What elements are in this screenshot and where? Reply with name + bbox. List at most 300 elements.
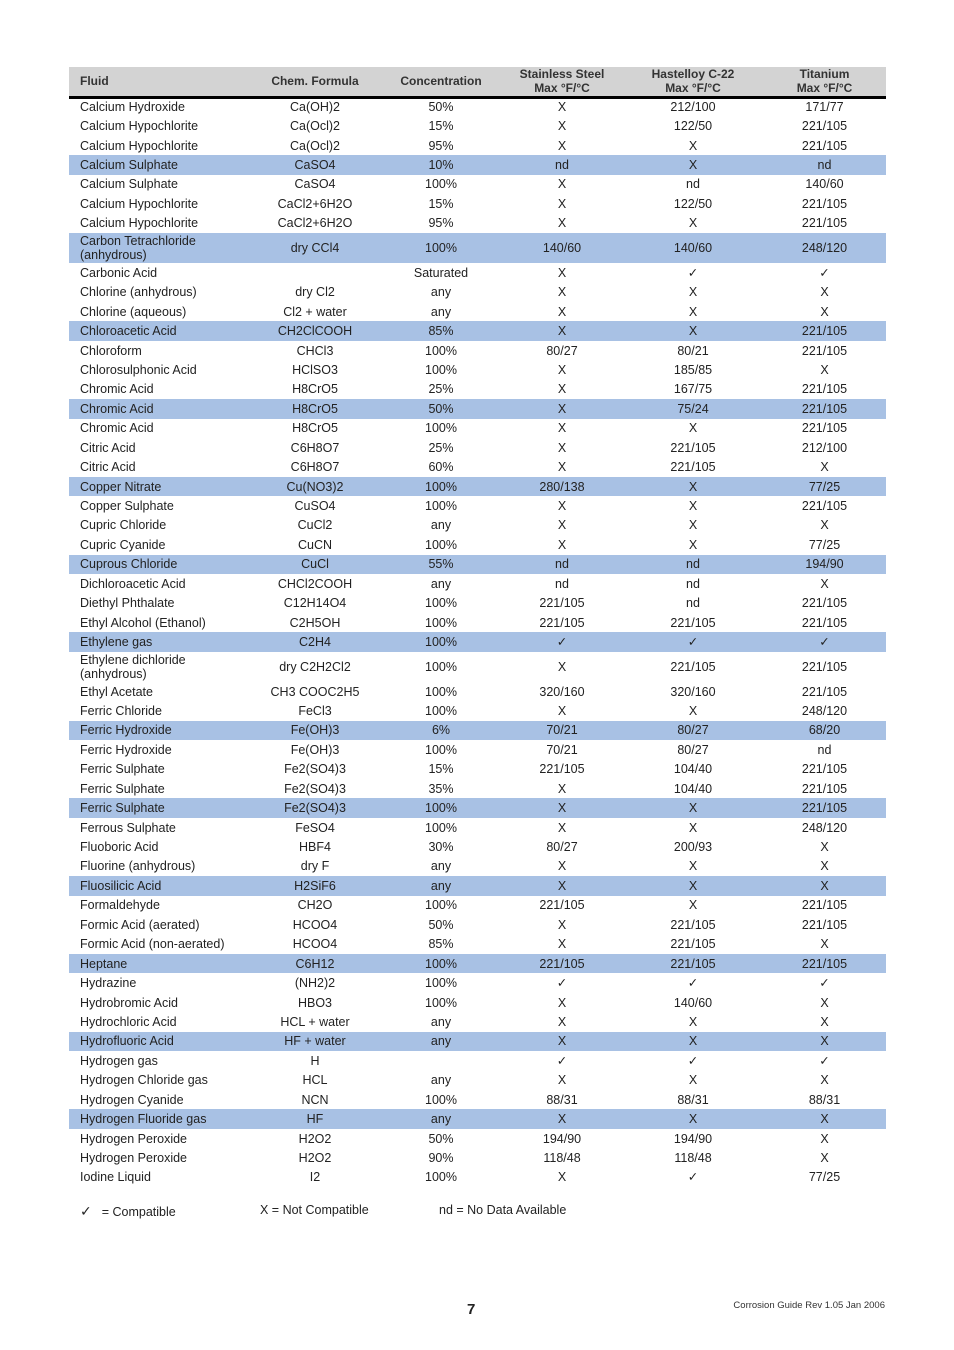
stainless-steel-cell: 194/90	[542, 1131, 582, 1146]
table-row	[69, 993, 886, 1012]
fluid-cell: Formic Acid (non-aerated)	[80, 937, 225, 952]
stainless-steel-cell: X	[557, 1112, 567, 1127]
stainless-steel-cell: nd	[555, 158, 569, 173]
titanium-cell: 221/105	[801, 382, 848, 397]
header-unit: Max °F/°C	[665, 81, 721, 96]
stainless-steel-cell: X	[557, 537, 567, 552]
concentration-cell: 15%	[428, 762, 454, 777]
titanium-cell: X	[820, 576, 829, 591]
fluid-cell: Chromic Acid	[80, 401, 154, 416]
hastelloy-cell: 221/105	[670, 615, 716, 630]
concentration-cell: 100%	[425, 343, 457, 358]
stainless-steel-cell: X	[557, 216, 567, 231]
titanium-cell: 221/105	[801, 119, 848, 134]
legend-not-compatible: X = Not Compatible	[260, 1203, 369, 1217]
stainless-steel-cell: X	[557, 382, 567, 397]
fluid-cell: Formaldehyde	[80, 898, 160, 913]
concentration-cell: any	[430, 576, 452, 591]
hastelloy-cell: X	[688, 703, 698, 718]
stainless-steel-cell: 221/105	[539, 615, 585, 630]
fluid-cell: Chlorosulphonic Acid	[80, 362, 197, 377]
stainless-steel-cell: X	[557, 859, 567, 874]
table-row	[69, 682, 886, 701]
stainless-steel-cell: 221/105	[539, 898, 585, 913]
formula-cell: CaCl2+6H2O	[277, 196, 353, 211]
hastelloy-cell: 320/160	[670, 684, 716, 699]
fluid-cell: Chromic Acid	[80, 382, 154, 397]
table-row	[69, 283, 886, 302]
titanium-cell: X	[820, 460, 829, 475]
page-number: 7	[467, 1301, 476, 1318]
fluid-cell: Calcium Hydroxide	[80, 100, 185, 115]
header-label: Concentration	[400, 74, 482, 89]
header-hastelloy	[623, 67, 763, 97]
formula-cell: I2	[309, 1170, 321, 1185]
concentration-cell: 100%	[425, 659, 457, 674]
fluid-cell: Calcium Hypochlorite	[80, 216, 199, 231]
fluid-cell: Ferric Sulphate	[80, 762, 165, 777]
titanium-cell: 77/25	[808, 479, 841, 494]
stainless-steel-cell: X	[557, 1073, 567, 1088]
titanium-cell: X	[820, 840, 829, 855]
header-unit: Max °F/°C	[796, 81, 853, 96]
titanium-cell: 221/105	[801, 659, 848, 674]
titanium-cell: 221/105	[801, 898, 848, 913]
stainless-steel-cell: X	[557, 460, 567, 475]
table-row	[69, 1148, 886, 1167]
table-row	[69, 1032, 886, 1051]
table-row	[69, 973, 886, 992]
table-row	[69, 360, 886, 379]
formula-cell: HCL	[302, 1073, 328, 1088]
titanium-cell: 221/105	[801, 421, 848, 436]
hastelloy-cell: X	[688, 421, 698, 436]
formula-cell: dry Cl2	[295, 285, 335, 300]
titanium-cell: 221/105	[801, 324, 848, 339]
formula-cell: HClSO3	[292, 362, 338, 377]
formula-cell: CaCl2+6H2O	[277, 216, 353, 231]
table-row	[69, 302, 886, 321]
hastelloy-cell: nd	[686, 576, 700, 591]
fluid-cell: Dichloroacetic Acid	[80, 576, 186, 591]
hastelloy-cell: 122/50	[673, 196, 713, 211]
fluid-cell: Formic Acid (aerated)	[80, 917, 200, 932]
hastelloy-cell: 104/40	[673, 781, 713, 796]
hastelloy-cell: X	[688, 1034, 698, 1049]
table-row	[69, 516, 886, 535]
table-row	[69, 613, 886, 632]
concentration-cell: 50%	[428, 1131, 454, 1146]
concentration-cell: 6%	[431, 723, 451, 738]
titanium-cell: 221/105	[801, 596, 848, 611]
titanium-cell: 248/120	[801, 241, 848, 256]
formula-cell: H8CrO5	[292, 401, 338, 416]
table-row	[69, 535, 886, 554]
concentration-cell: 100%	[425, 1092, 457, 1107]
table-row	[69, 457, 886, 476]
table-row	[69, 263, 886, 282]
hastelloy-cell: nd	[686, 557, 700, 572]
concentration-cell: 100%	[425, 615, 457, 630]
titanium-cell: nd	[817, 158, 832, 173]
stainless-steel-cell: X	[557, 820, 567, 835]
stainless-steel-cell: 70/21	[546, 742, 578, 757]
formula-cell: C2H4	[299, 635, 331, 650]
titanium-cell: X	[820, 937, 829, 952]
concentration-cell: 50%	[428, 917, 454, 932]
titanium-cell: 171/77	[805, 100, 844, 115]
stainless-steel-cell: 80/27	[546, 840, 578, 855]
fluid-cell: Ferrous Sulphate	[80, 820, 176, 835]
hastelloy-cell: X	[688, 518, 698, 533]
hastelloy-cell: 185/85	[673, 362, 713, 377]
formula-cell: HCOO4	[292, 937, 338, 952]
concentration-cell: 25%	[428, 382, 454, 397]
table-row	[69, 214, 886, 233]
concentration-cell: 100%	[425, 976, 457, 991]
hastelloy-cell: nd	[686, 177, 700, 192]
formula-cell: CH3 COOC2H5	[270, 684, 360, 699]
fluid-cell: Copper Nitrate	[80, 479, 162, 494]
table-row	[69, 194, 886, 213]
table-row	[69, 97, 886, 116]
concentration-cell: 85%	[428, 937, 454, 952]
table-row	[69, 155, 886, 174]
fluid-cell: Citric Acid	[80, 460, 136, 475]
stainless-steel-cell: nd	[555, 557, 569, 572]
stainless-steel-cell: X	[557, 265, 567, 280]
hastelloy-cell: 80/27	[677, 742, 709, 757]
concentration-cell: 100%	[425, 801, 457, 816]
formula-cell: HF	[306, 1112, 324, 1127]
hastelloy-cell: X	[688, 304, 698, 319]
hastelloy-cell: ✓	[687, 1170, 699, 1185]
hastelloy-cell: X	[688, 878, 698, 893]
concentration-cell: 95%	[428, 216, 454, 231]
fluid-cell: Calcium Hypochlorite	[80, 119, 199, 134]
formula-cell: H8CrO5	[292, 421, 338, 436]
titanium-cell: 77/25	[808, 1170, 841, 1185]
stainless-steel-cell: X	[557, 781, 567, 796]
titanium-cell: 221/105	[801, 801, 848, 816]
formula-cell: HBF4	[299, 840, 331, 855]
fluid-cell: Hydrogen Peroxide	[80, 1131, 188, 1146]
fluid-cell: Cuprous Chloride	[80, 557, 178, 572]
fluid-cell: Fluosilicic Acid	[80, 878, 162, 893]
titanium-cell: ✓	[819, 1053, 830, 1068]
fluid-cell: Hydrogen Chloride gas	[80, 1073, 208, 1088]
formula-cell: HCOO4	[292, 917, 338, 932]
titanium-cell: 221/105	[801, 499, 848, 514]
stainless-steel-cell: ✓	[556, 1053, 568, 1068]
stainless-steel-cell: ✓	[556, 635, 568, 650]
titanium-cell: ✓	[819, 976, 830, 991]
fluid-cell: Fluoboric Acid	[80, 840, 159, 855]
table-row	[69, 837, 886, 856]
titanium-cell: 221/105	[801, 401, 848, 416]
legend-compatible-label: = Compatible	[101, 1205, 176, 1219]
formula-cell: C6H8O7	[290, 440, 340, 455]
formula-cell: H2O2	[298, 1131, 332, 1146]
stainless-steel-cell: X	[557, 285, 567, 300]
stainless-steel-cell: 140/60	[542, 241, 582, 256]
formula-cell: CuCl2	[297, 518, 333, 533]
table-row	[69, 175, 886, 194]
fluid-cell: Ferric Sulphate	[80, 781, 165, 796]
concentration-cell: 100%	[425, 362, 457, 377]
header-label: Chem. Formula	[271, 74, 359, 89]
hastelloy-cell: X	[688, 1112, 698, 1127]
table-row	[69, 136, 886, 155]
stainless-steel-cell: X	[557, 1034, 567, 1049]
hastelloy-cell: 104/40	[673, 762, 713, 777]
fluid-cell: Chlorine (anhydrous)	[80, 285, 197, 300]
stainless-steel-cell: 221/105	[539, 596, 585, 611]
fluid-cell: Calcium Sulphate	[80, 177, 178, 192]
hastelloy-cell: 75/24	[677, 401, 709, 416]
stainless-steel-cell: 70/21	[546, 723, 578, 738]
stainless-steel-cell: nd	[555, 576, 569, 591]
table-row	[69, 798, 886, 817]
formula-cell: Ca(OH)2	[289, 100, 340, 115]
concentration-cell: 100%	[425, 499, 457, 514]
hastelloy-cell: X	[688, 158, 698, 173]
hastelloy-cell: X	[688, 801, 698, 816]
table-row	[69, 632, 886, 651]
titanium-cell: 77/25	[808, 537, 841, 552]
stainless-steel-cell: 320/160	[539, 684, 585, 699]
formula-cell: Ca(Ocl)2	[289, 138, 340, 153]
titanium-cell: 221/105	[801, 615, 848, 630]
concentration-cell: 25%	[428, 440, 454, 455]
stainless-steel-cell: X	[557, 362, 567, 377]
table-row	[69, 896, 886, 915]
concentration-cell: 30%	[428, 840, 454, 855]
table-row	[69, 438, 886, 457]
hastelloy-cell: X	[688, 285, 698, 300]
formula-cell: FeSO4	[295, 820, 335, 835]
stainless-steel-cell: X	[557, 937, 567, 952]
titanium-cell: X	[820, 1131, 829, 1146]
hastelloy-cell: 140/60	[673, 241, 713, 256]
header-unit: Max °F/°C	[534, 81, 590, 96]
stainless-steel-cell: X	[557, 518, 567, 533]
concentration-cell: 90%	[428, 1151, 454, 1166]
formula-cell: Fe2(SO4)3	[284, 781, 346, 796]
table-row	[69, 701, 886, 720]
hastelloy-cell: X	[688, 499, 698, 514]
legend-no-data: nd = No Data Available	[439, 1203, 567, 1217]
titanium-cell: X	[820, 995, 829, 1010]
table-row	[69, 116, 886, 135]
titanium-cell: X	[820, 1034, 829, 1049]
check-icon: ✓	[80, 1203, 92, 1219]
concentration-cell: any	[430, 878, 452, 893]
formula-cell: CuCN	[297, 537, 333, 552]
formula-cell: dry C2H2Cl2	[279, 659, 351, 674]
hastelloy-cell: 221/105	[670, 460, 716, 475]
formula-cell: CH2ClCOOH	[277, 324, 353, 339]
hastelloy-cell: X	[688, 1073, 698, 1088]
formula-cell: C2H5OH	[289, 615, 341, 630]
hastelloy-cell: X	[688, 898, 698, 913]
titanium-cell: X	[820, 1112, 829, 1127]
hastelloy-cell: ✓	[687, 1053, 699, 1068]
concentration-cell: any	[430, 1034, 452, 1049]
fluid-cell: Hydrazine	[80, 976, 137, 991]
fluid-cell: Hydrogen Fluoride gas	[80, 1112, 207, 1127]
formula-cell: FeCl3	[298, 703, 332, 718]
stainless-steel-cell: 221/105	[539, 762, 585, 777]
formula-cell: H2O2	[298, 1151, 332, 1166]
hastelloy-cell: X	[688, 859, 698, 874]
formula-cell: HCL + water	[280, 1014, 350, 1029]
hastelloy-cell: X	[688, 820, 698, 835]
table-row	[69, 740, 886, 759]
formula-cell: CaSO4	[294, 158, 336, 173]
stainless-steel-cell: X	[557, 138, 567, 153]
fluid-cell: Carbon Tetrachloride (anhydrous)	[80, 234, 196, 263]
fluid-cell: Hydrogen Cyanide	[80, 1092, 184, 1107]
titanium-cell: X	[820, 285, 829, 300]
titanium-cell: 194/90	[805, 557, 844, 572]
formula-cell: Fe2(SO4)3	[284, 762, 346, 777]
hastelloy-cell: nd	[686, 596, 700, 611]
hastelloy-cell: 80/27	[677, 723, 709, 738]
hastelloy-cell: ✓	[687, 265, 699, 280]
stainless-steel-cell: X	[557, 917, 567, 932]
formula-cell: H2SiF6	[294, 878, 336, 893]
titanium-cell: 68/20	[808, 723, 841, 738]
titanium-cell: 221/105	[801, 781, 848, 796]
formula-cell	[249, 263, 381, 282]
table-row	[69, 857, 886, 876]
concentration-cell: any	[430, 1014, 452, 1029]
fluid-cell: Chloroform	[80, 343, 142, 358]
fluid-cell: Fluorine (anhydrous)	[80, 859, 196, 874]
formula-cell: C6H8O7	[290, 460, 340, 475]
fluid-cell: Copper Sulphate	[80, 499, 174, 514]
formula-cell: CHCl3	[296, 343, 334, 358]
header-titanium	[763, 67, 886, 97]
hastelloy-cell: X	[688, 537, 698, 552]
stainless-steel-cell: ✓	[556, 976, 568, 991]
hastelloy-cell: ✓	[687, 976, 699, 991]
titanium-cell: X	[820, 878, 829, 893]
table-row	[69, 721, 886, 740]
hastelloy-cell: 122/50	[673, 119, 713, 134]
titanium-cell: 221/105	[801, 196, 848, 211]
titanium-cell: 221/105	[801, 684, 848, 699]
stainless-steel-cell: 221/105	[539, 956, 585, 971]
hastelloy-cell: 221/105	[670, 917, 716, 932]
titanium-cell: X	[820, 518, 829, 533]
formula-cell: Fe(OH)3	[290, 723, 340, 738]
fluid-cell: Citric Acid	[80, 440, 136, 455]
formula-cell: HBO3	[297, 995, 333, 1010]
fluid-cell: Hydrobromic Acid	[80, 995, 178, 1010]
hastelloy-cell: 118/48	[674, 1151, 712, 1166]
revision-note: Corrosion Guide Rev 1.05 Jan 2006	[733, 1300, 885, 1311]
concentration-cell: 100%	[425, 421, 457, 436]
formula-cell: Cu(NO3)2	[286, 479, 344, 494]
concentration-cell: 100%	[425, 684, 457, 699]
concentration-cell: 100%	[425, 537, 457, 552]
concentration-cell: 100%	[425, 742, 457, 757]
table-row	[69, 555, 886, 574]
titanium-cell: 140/60	[805, 177, 844, 192]
titanium-cell: 248/120	[801, 820, 848, 835]
hastelloy-cell: X	[688, 1014, 698, 1029]
formula-cell: H	[310, 1053, 320, 1068]
fluid-cell: Ethyl Acetate	[80, 684, 153, 699]
stainless-steel-cell: X	[557, 324, 567, 339]
concentration-cell: any	[430, 285, 452, 300]
table-row	[69, 935, 886, 954]
concentration-cell: 60%	[428, 460, 454, 475]
fluid-cell: Calcium Hypochlorite	[80, 196, 199, 211]
stainless-steel-cell: X	[557, 801, 567, 816]
stainless-steel-cell: X	[557, 1170, 567, 1185]
titanium-cell: 221/105	[801, 138, 848, 153]
titanium-cell: X	[820, 304, 829, 319]
table-row	[69, 380, 886, 399]
titanium-cell: 221/105	[801, 917, 848, 932]
table-row	[69, 1129, 886, 1148]
table-row	[69, 915, 886, 934]
titanium-cell: X	[820, 1151, 829, 1166]
header-label: Hastelloy C-22	[651, 67, 735, 82]
fluid-cell: Chloroacetic Acid	[80, 324, 177, 339]
hastelloy-cell: ✓	[687, 635, 699, 650]
hastelloy-cell: 200/93	[673, 840, 713, 855]
titanium-cell: ✓	[819, 635, 830, 650]
hastelloy-cell: 80/21	[677, 343, 709, 358]
hastelloy-cell: X	[688, 324, 698, 339]
stainless-steel-cell: X	[557, 440, 567, 455]
fluid-cell: Hydrogen Peroxide	[80, 1151, 188, 1166]
formula-cell: H8CrO5	[292, 382, 338, 397]
stainless-steel-cell: 118/48	[543, 1151, 581, 1166]
hastelloy-cell: 167/75	[673, 382, 713, 397]
titanium-cell: X	[820, 859, 829, 874]
legend-compatible	[80, 1203, 176, 1220]
concentration-cell: any	[430, 859, 452, 874]
table-row	[69, 1168, 886, 1187]
concentration-cell: 15%	[428, 119, 454, 134]
concentration-cell: 100%	[425, 898, 457, 913]
concentration-cell: any	[430, 1112, 452, 1127]
header-formula	[249, 67, 381, 97]
concentration-cell: 100%	[425, 820, 457, 835]
formula-cell: NCN	[301, 1092, 329, 1107]
titanium-cell: 248/120	[801, 703, 848, 718]
table-row	[69, 233, 886, 263]
concentration-cell: 95%	[428, 138, 454, 153]
table-header	[69, 67, 886, 97]
concentration-cell: 50%	[428, 401, 454, 416]
concentration-cell: 50%	[428, 100, 454, 115]
table-row	[69, 477, 886, 496]
fluid-cell: Ethylene dichloride (anhydrous)	[80, 652, 186, 681]
table-row	[69, 594, 886, 613]
concentration-cell	[381, 1051, 501, 1070]
concentration-cell: 100%	[425, 703, 457, 718]
titanium-cell: 221/105	[801, 216, 848, 231]
header-concentration	[381, 67, 501, 97]
titanium-cell: nd	[817, 742, 832, 757]
table-row	[69, 399, 886, 418]
